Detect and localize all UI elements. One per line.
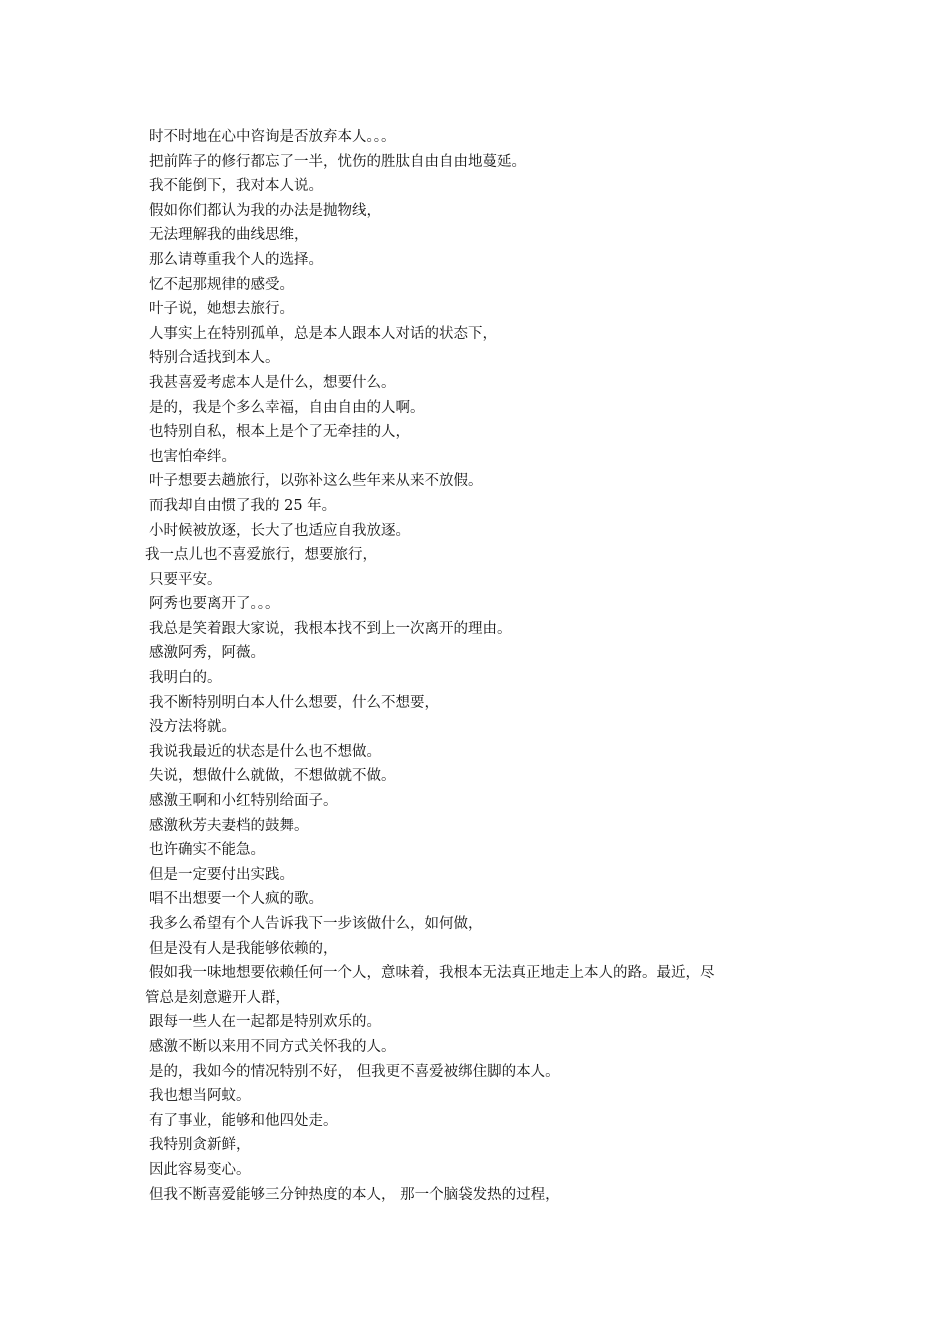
text-line: 因此容易变心。 (149, 1161, 251, 1178)
text-line: 假如我一味地想要依赖任何一个人，意味着，我根本无法真正地走上本人的路。最近，尽 (149, 965, 715, 982)
text-line: 我不能倒下，我对本人说。 (149, 178, 323, 195)
text-line: 我一点儿也不喜爱旅行，想要旅行， (145, 547, 377, 564)
body-text (145, 125, 810, 1207)
text-line: 我不断特别明白本人什么想要，什么不想要， (149, 694, 439, 711)
text-line: 也许确实不能急。 (149, 842, 265, 859)
text-line: 有了事业，能够和他四处走。 (149, 1112, 338, 1129)
text-line: 小时候被放逐，长大了也适应自我放逐。 (149, 522, 410, 539)
text-line: 感激不断以来用不同方式关怀我的人。 (149, 1038, 396, 1055)
text-line: 我说我最近的状态是什么也不想做。 (149, 743, 381, 760)
text-line: 特别合适找到本人。 (149, 350, 280, 367)
text-line: 假如你们都认为我的办法是抛物线， (149, 202, 381, 219)
text-line: 我总是笑着跟大家说，我根本找不到上一次离开的理由。 (149, 620, 512, 637)
text-line: 忆不起那规律的感受。 (149, 276, 294, 293)
text-line: 也害怕牵绊。 (149, 448, 236, 465)
text-line: 那么请尊重我个人的选择。 (149, 251, 323, 268)
text-line: 人事实上在特别孤单，总是本人跟本人对话的状态下， (149, 325, 497, 342)
text-line: 但我不断喜爱能够三分钟热度的本人， 那一个脑袋发热的过程， (149, 1186, 560, 1203)
text-line: 叶子说，她想去旅行。 (149, 301, 294, 318)
text-line: 叶子想要去趟旅行，以弥补这么些年来从来不放假。 (149, 473, 483, 490)
text-line: 但是一定要付出实践。 (149, 866, 294, 883)
text-line: 管总是刻意避开人群， (145, 989, 290, 1006)
text-line: 我特别贪新鲜， (149, 1137, 251, 1154)
text-line: 是的，我如今的情况特别不好， 但我更不喜爱被绑住脚的本人。 (149, 1063, 560, 1080)
text-line: 把前阵子的修行都忘了一半，忧伤的胜肽自由自由地蔓延。 (149, 153, 526, 170)
text-line: 没方法将就。 (149, 719, 236, 736)
text-line: 我多么希望有个人告诉我下一步该做什么，如何做， (149, 916, 483, 932)
text-line: 而我却自由惯了我的 25 年。 (149, 497, 337, 514)
text-line: 感激王啊和小红特别给面子。 (149, 793, 338, 810)
text-line: 无法理解我的曲线思维， (149, 227, 309, 244)
text-line: 我甚喜爱考虑本人是什么，想要什么。 (149, 374, 396, 391)
text-line: 阿秀也要离开了。。。 (149, 596, 280, 613)
text-line: 是的，我是个多么幸福，自由自由的人啊。 (149, 399, 425, 416)
text-line: 但是没有人是我能够依赖的， (149, 940, 338, 957)
text-line: 感激秋芳夫妻档的鼓舞。 (149, 817, 309, 834)
text-line: 感激阿秀，阿薇。 (149, 645, 265, 662)
text-line: 跟每一些人在一起都是特别欢乐的。 (149, 1014, 381, 1031)
text-line: 我也想当阿蚊。 (149, 1088, 251, 1105)
text-line: 也特别自私，根本上是个了无牵挂的人， (149, 424, 410, 441)
text-line: 我明白的。 (149, 670, 222, 687)
text-line: 时不时地在心中咨询是否放弃本人。。。 (149, 129, 396, 145)
text-line: 失说，想做什么就做，不想做就不做。 (149, 768, 396, 785)
text-line: 只要平安。 (149, 571, 222, 588)
text-line: 唱不出想要一个人疯的歌。 (149, 891, 323, 908)
